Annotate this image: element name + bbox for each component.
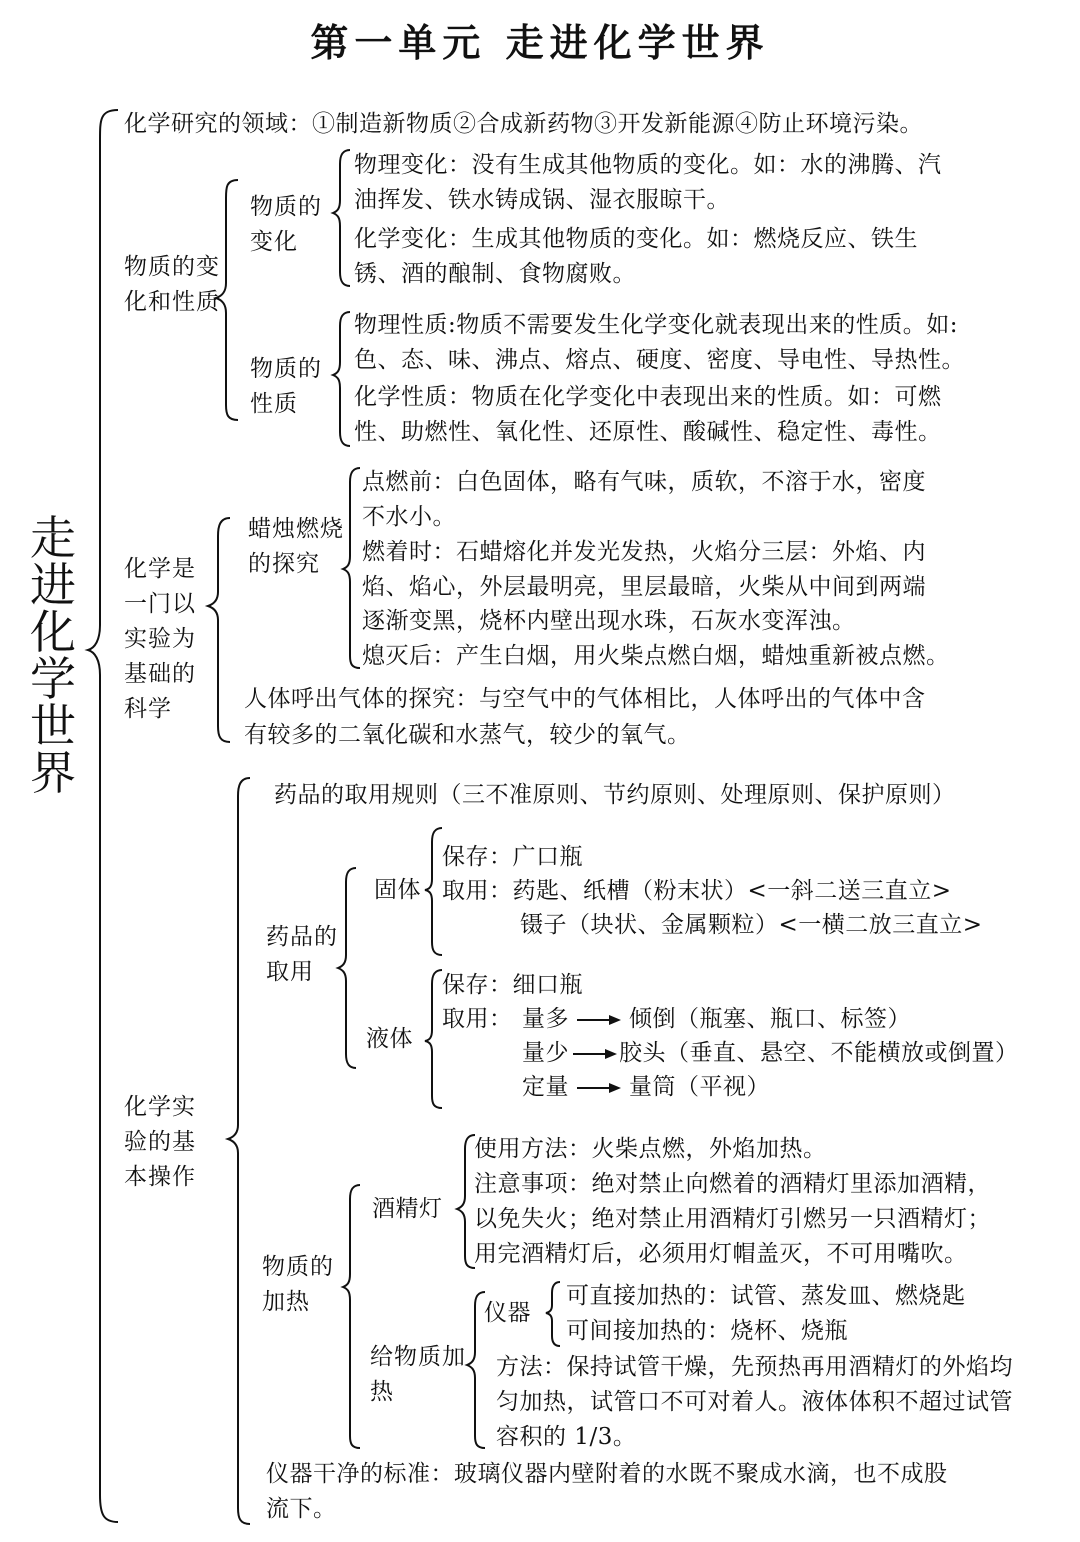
taking-brace [338, 868, 356, 1068]
clean-line1: 仪器干净的标准：玻璃仪器内壁附着的水既不聚成水滴，也不成股 [266, 1461, 948, 1487]
candle-during-line1: 燃着时：石蜡熔化并发光发热，火焰分三层：外焰、内 [362, 539, 926, 565]
physical-property-line2: 色、态、味、沸点、熔点、硬度、密度、导电性、导热性。 [354, 347, 965, 373]
heat-brace [467, 1292, 485, 1448]
lamp-usage: 使用方法：火柴点燃，外焰加热。 [474, 1136, 827, 1162]
arrow-right-icon [573, 1048, 617, 1060]
property-label: 物质的性质 [250, 356, 322, 417]
heating-label: 物质的加热 [262, 1254, 334, 1315]
candle-after: 熄灭后：产生白烟，用火柴点燃白烟，蜡烛重新被点燃。 [362, 643, 950, 669]
lamp-note-line1: 注意事项：绝对禁止向燃着的酒精灯里添加酒精， [474, 1171, 991, 1197]
liquid-fixed-row [522, 1076, 770, 1099]
taking-label: 药品的取用 [266, 924, 338, 985]
heat-label: 给物质加热 [370, 1344, 466, 1405]
physical-change-line2: 油挥发、铁水铸成锅、湿衣服晾干。 [354, 187, 730, 213]
candle-before-line2: 不水小。 [362, 504, 456, 530]
liquid-store: 保存：细口瓶 [442, 972, 583, 998]
candle-during-line2: 焰、焰心，外层最明亮，里层最暗，火柴从中间到两端 [362, 574, 926, 600]
solid-brace [425, 828, 442, 955]
sec1-label: 物质的变化和性质 [124, 254, 220, 315]
liquid-much: 量多 [522, 1006, 569, 1032]
physical-change-line1: 物理变化：没有生成其他物质的变化。如：水的沸腾、汽 [354, 152, 942, 178]
lamp-label: 酒精灯 [372, 1196, 443, 1222]
solid-use-line2: 镊子（块状、金属颗粒）<一横二放三直立> [520, 912, 983, 938]
candle-before-line1: 点燃前：白色固体，略有气味，质软，不溶于水，密度 [362, 469, 926, 495]
solid-use-line1: 取用：药匙、纸槽（粉末状）<一斜二送三直立> [442, 878, 952, 904]
chemical-change-line2: 锈、酒的酿制、食物腐败。 [354, 261, 636, 287]
property-brace [333, 312, 350, 446]
heat-method-line1: 方法：保持试管干燥，先预热再用酒精灯的外焰均 [496, 1354, 1013, 1380]
research-fields: 化学研究的领域：①制造新物质②合成新药物③开发新能源④防止环境污染。 [124, 111, 923, 137]
heat-method-line3: 容积的 1/3。 [496, 1424, 637, 1450]
instrument-label: 仪器 [484, 1300, 531, 1326]
lamp-note-line2: 以免失火；绝对禁止用酒精灯引燃另一只酒精灯； [474, 1206, 991, 1232]
liquid-fixed-target: 量筒（平视） [629, 1074, 770, 1100]
heat-direct: 可直接加热的：试管、蒸发皿、燃烧匙 [566, 1283, 966, 1309]
lamp-brace [457, 1135, 475, 1268]
candle-brace [343, 468, 360, 668]
liquid-little-target: 胶头（垂直、悬空、不能横放或倒置） [619, 1040, 1019, 1066]
sec3-label: 化学实验的基本操作 [124, 1094, 196, 1190]
solid-store: 保存：广口瓶 [442, 844, 583, 870]
root-label: 走进化学世界 [30, 511, 76, 800]
liquid-little: 量少 [522, 1040, 569, 1066]
sec3-brace [228, 778, 250, 1524]
page-title: 第一单元 走进化学世界 [310, 21, 770, 65]
chemical-property-line1: 化学性质：物质在化学变化中表现出来的性质。如：可燃 [354, 384, 942, 410]
taking-rules: 药品的取用规则（三不准原则、节约原则、处理原则、保护原则） [274, 782, 956, 808]
clean-line2: 流下。 [266, 1496, 337, 1522]
arrow-right-icon [577, 1082, 621, 1094]
heating-brace [343, 1185, 360, 1448]
breath-line2: 有较多的二氧化碳和水蒸气，较少的氧气。 [244, 722, 691, 748]
root-brace [88, 110, 118, 1522]
sec2-label: 化学是一门以实验为基础的科学 [124, 556, 196, 722]
liquid-brace [425, 970, 442, 1108]
change-label: 物质的变化 [250, 194, 322, 255]
solid-label: 固体 [374, 877, 421, 903]
liquid-label: 液体 [366, 1026, 413, 1052]
liquid-much-row [522, 1008, 911, 1031]
instrument-brace [546, 1282, 560, 1346]
chemical-property-line2: 性、助燃性、氧化性、还原性、酸碱性、稳定性、毒性。 [354, 419, 942, 445]
change-brace [333, 150, 350, 286]
liquid-little-row [522, 1042, 1019, 1065]
breath-line1: 人体呼出气体的探究：与空气中的气体相比，人体呼出的气体中含 [244, 686, 926, 712]
heat-indirect: 可间接加热的：烧杯、烧瓶 [566, 1318, 848, 1344]
physical-property-line1: 物理性质:物质不需要发生化学变化就表现出来的性质。如: [354, 312, 958, 338]
chemical-change-line1: 化学变化：生成其他物质的变化。如：燃烧反应、铁生 [354, 226, 918, 252]
liquid-much-target: 倾倒（瓶塞、瓶口、标签） [629, 1006, 911, 1032]
arrow-right-icon [577, 1014, 621, 1026]
liquid-fixed: 定量 [522, 1074, 569, 1100]
liquid-use-prefix: 取用： [442, 1006, 513, 1032]
candle-during-line3: 逐渐变黑，烧杯内壁出现水珠，石灰水变浑浊。 [362, 608, 856, 634]
candle-label: 蜡烛燃烧的探究 [248, 516, 344, 577]
heat-method-line2: 匀加热，试管口不可对着人。液体体积不超过试管 [496, 1389, 1013, 1415]
lamp-note-line3: 用完酒精灯后，必须用灯帽盖灭，不可用嘴吹。 [474, 1241, 968, 1267]
